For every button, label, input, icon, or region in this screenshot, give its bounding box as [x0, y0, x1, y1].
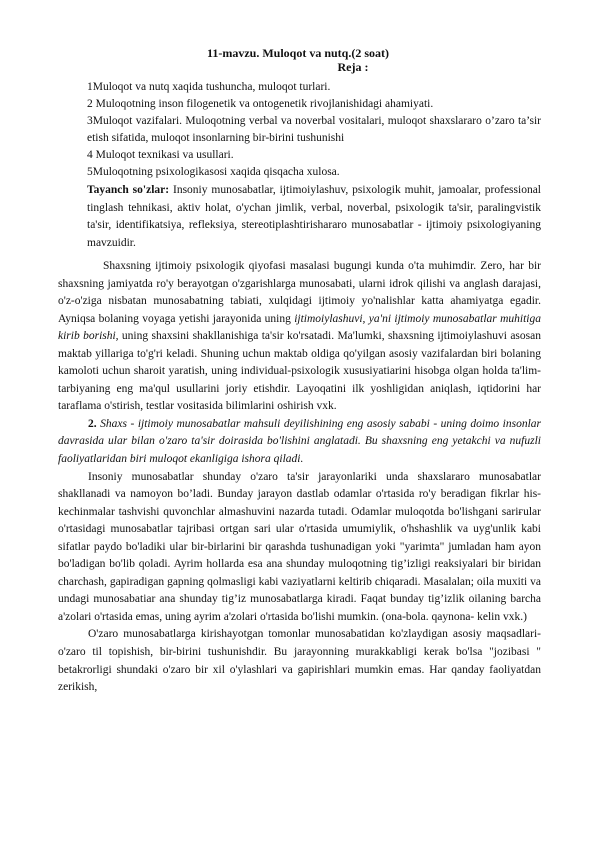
paragraph — [58, 416, 541, 469]
paragraph: Insoniy munosabatlar shunday o'zaro ta'sir jarayonlariki unda shaxslararo munosabatlar shakllanadi va namoyon bo’ladi. Bunday jarayon dastlab odamlar o'rtasida ro'y beradigan fikrlar his-kechinmalar tashvishi quvonchlar almashuvini nazarda tutadi. Odamlar muloqotda bo'lishgani sariғular o'rtasidagi munosabatlar tajribasi ortgan sari ular o'rtasida umumiylik, o'hshashlik va uyg'unlik kabi sifatlar paydo bo'ladiki ular bir-birlarini bir qarashda tushunadigan yoki "yarimta" jumladan ham ayon bo'ladigan bo'lib qoladi. Ayrim hollarda esa ana shunday muloqotning tig’izligi reaksiyalari bir biridan charchash, gapiradigan gapning qolmasligi kabi vaziyatlarni keltirib chiqaradi. Masalalan; oila muxiti va undagi munosabatiar ana shunday tig’iz munosabatlarga kiradi. Faqat bunday tig’izlik oilaning barcha a'zolari o'rtasida emas, uning ayrim a'zolari o'rtasida bo'lishi mumkin. (ona-bola. qaynona- kelin vxk.) — [58, 470, 541, 623]
page-title: 11-mavzu. Muloqot va nutq.(2 soat) — [206, 46, 389, 60]
key-terms-text: Insoniy munosabatlar, ijtimoiylashuv, psixologik muhit, jamoalar, professional tinglash tehnikasi, aktiv holat, o'ychan jimlik, verbal, noverbal, psixologik ta'sir, paralingvistik ta'sir, identifikatsiya, refleksiya, stereotiplashtirishararo munosabatlar - ijtimoiy psixologiyaning mavzuidir. — [87, 184, 541, 249]
paragraph: O'zaro munosabatlarga kirishayotgan tomonlar munosabatidan ko'zlaydigan asosiy maqsadlari-o'zaro til topishish, bir-birini tushunishdir. Bu jarayonning murakkabligi kerak bo'lsa "jozibasi " betakrorligi shundaki o'zaro bir xil o'ylashlari va gapirishlari mumkin emas. Har qanday faoliyatdan zerikish, — [58, 628, 541, 694]
key-terms-label: Tayanch so'zlar: — [87, 184, 170, 196]
plan-item: 5Muloqotning psixologikasosi xaqida qisqacha xulosa. — [87, 166, 340, 178]
paragraph-italic: ijtimoiylashuvi, ya'ni ijtimoiy munosabatlar muhitiga kirib borishi, — [58, 312, 541, 343]
paragraph-text: Shaxsning ijtimoiy psixologik qiyofasi masalasi bugungi kunda o'ta muhimdir. Zero, har bir shaxsning jamiyatda ro'y berayotgan o'zgarishlarga munosabati, ularni idrok qilishi va anglash darajasi, o'z-o'ziga nisbatan munosabatning tabiati, xulqidagi ijtimoiy yo'nalishlar katta ahamiyatga egadir. Ayniqsa bolaning voyaga yetishi jarayonida uning — [58, 260, 541, 325]
paragraph-italic: Shaxs - ijtimoiy munosabatlar mahsuli deyilishining eng asosiy sababi - uning doimo insonlar davrasida ular bilan o'zaro ta'sir doirasida bo'lishini anglatadi. Bu shaxsning eng yetakchi va nufuzli faoliyatlaridan biri muloqot ekanligiga ishora qiladi. — [58, 417, 541, 466]
paragraph-text: uning shaxsini shakllanishiga ta'sir ko'rsatadi. Ma'lumki, shaxsning ijtimoiylashuvi asosan maktab yillariga to'g'ri keladi. Shuning uchun maktab oldiga qo'yilgan asosiy vazifalardan biri bolaning kamoloti uchun sharoit yaratish, uning individual-psixologik xususiyatiarini hisobga olgan holda ta'lim-tarbiyaning eng ma'qul usullarini joriy etishdir. Layoqatini ilk yoshligidan aniqlash, iqtidorini har taraflama o'stirish, testlar vositasida bilimlarini oshirish vxk. — [58, 330, 541, 413]
plan-item: 4 Muloqot texnikasi va usullari. — [87, 149, 234, 161]
plan-item: 3Muloqot vazifalari. Muloqotning verbal va noverbal vositalari, muloqot shaxslararo o’zaro ta’sir etish sifatida, muloqot insonlarning bir-birini tushunishi — [87, 115, 541, 144]
plan-item: 2 Muloqotning inson filogenetik va ontogenetik rivojlanishidagi ahamiyati. — [87, 98, 434, 110]
body-text — [58, 258, 541, 697]
plan-heading: Reja : — [337, 60, 369, 74]
plan-list — [87, 79, 541, 181]
plan-item: 1Muloqot va nutq xaqida tushuncha, muloqot turlari. — [87, 81, 331, 93]
paragraph-number: 2. — [88, 417, 97, 430]
key-terms — [87, 182, 541, 252]
paragraph — [58, 258, 541, 416]
